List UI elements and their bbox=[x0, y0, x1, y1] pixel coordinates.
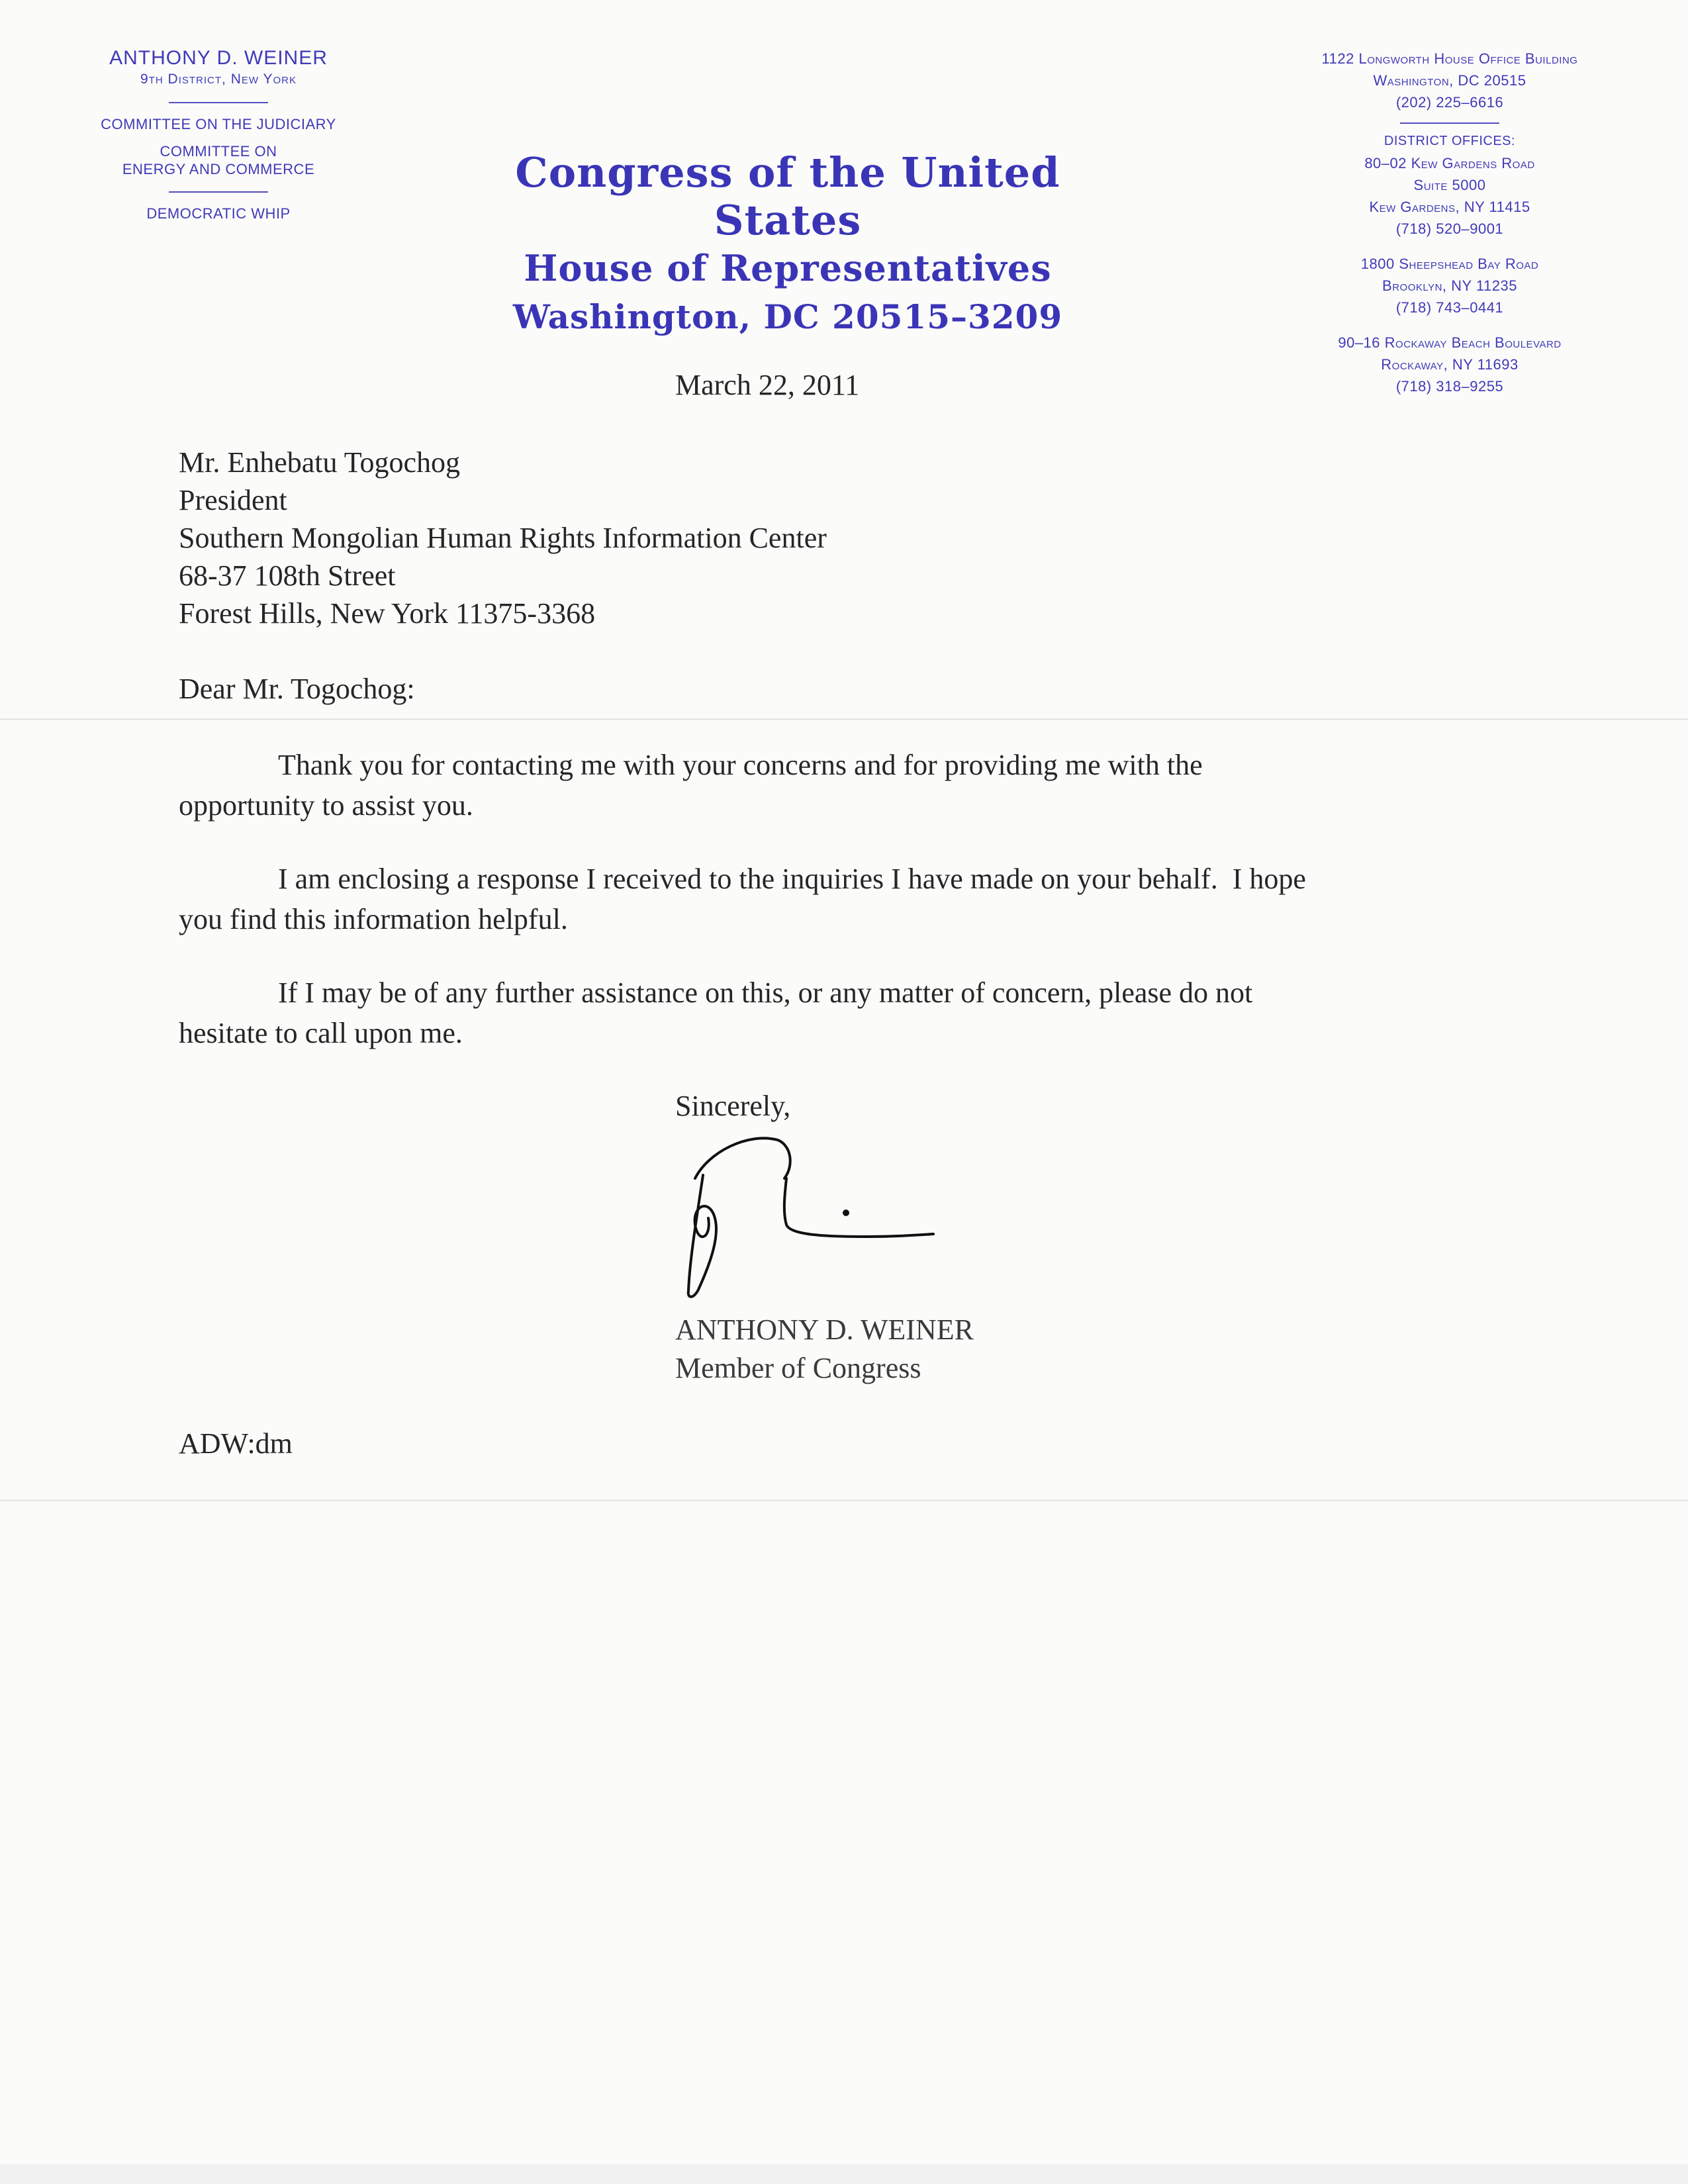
letter-date: March 22, 2011 bbox=[675, 369, 860, 401]
member-district: 9th District, New York bbox=[140, 71, 297, 87]
signer-block bbox=[675, 1311, 974, 1388]
member-name: ANTHONY D. WEINER bbox=[109, 47, 328, 69]
body-paragraph bbox=[179, 745, 1423, 826]
office-3-street: 90–16 Rockaway Beach Boulevard bbox=[1338, 334, 1562, 351]
office-3-phone: (718) 318–9255 bbox=[1395, 378, 1504, 395]
office-2-phone: (718) 743–0441 bbox=[1395, 299, 1504, 316]
office-1-street: 80–02 Kew Gardens Road bbox=[1364, 155, 1535, 171]
signer-name: ANTHONY D. WEINER bbox=[675, 1313, 974, 1346]
letterhead-city-zip: Washington, DC 20515–3209 bbox=[512, 297, 1063, 336]
paragraph-line: Thank you for contacting me with your concerns and for providing me with the bbox=[278, 749, 1203, 781]
office-1-city: Kew Gardens, NY 11415 bbox=[1369, 199, 1530, 215]
closing: Sincerely, bbox=[675, 1090, 791, 1122]
paragraph-line: I am enclosing a response I received to the inquiries I have made on your behalf. I hope bbox=[278, 863, 1306, 895]
recipient-city: Forest Hills, New York 11375-3368 bbox=[179, 597, 596, 630]
reference-initials: ADW:dm bbox=[179, 1427, 293, 1460]
paper-fold-line bbox=[0, 1499, 1688, 1501]
handwritten-signature bbox=[669, 1125, 947, 1311]
district-offices-heading: DISTRICT OFFICES: bbox=[1383, 134, 1516, 148]
letterhead-left bbox=[40, 46, 397, 222]
office-3-city: Rockaway, NY 11693 bbox=[1381, 356, 1519, 373]
office-2-street: 1800 Sheepshead Bay Road bbox=[1360, 256, 1539, 272]
paragraph-line: If I may be of any further assistance on this, or any matter of concern, please do not bbox=[278, 976, 1253, 1009]
paper-fold-line bbox=[0, 718, 1688, 720]
dc-office-city: Washington, DC 20515 bbox=[1373, 72, 1526, 89]
committee-energy-line1: COMMITTEE ON bbox=[160, 143, 277, 160]
paragraph-line: you find this information helpful. bbox=[179, 903, 568, 935]
recipient-name: Mr. Enhebatu Togochog bbox=[179, 446, 461, 479]
letterhead-center bbox=[457, 149, 1119, 342]
divider bbox=[1400, 122, 1499, 124]
recipient-street: 68-37 108th Street bbox=[179, 559, 396, 592]
letterhead-house: House of Representatives bbox=[524, 247, 1052, 289]
office-1-suite: Suite 5000 bbox=[1413, 177, 1486, 193]
office-2-city: Brooklyn, NY 11235 bbox=[1382, 277, 1517, 294]
recipient-address bbox=[179, 444, 827, 632]
scan-edge bbox=[0, 2164, 1688, 2184]
office-1-phone: (718) 520–9001 bbox=[1395, 220, 1504, 237]
salutation: Dear Mr. Togochog: bbox=[179, 673, 415, 705]
recipient-title: President bbox=[179, 484, 287, 516]
letterhead-right bbox=[1244, 48, 1655, 397]
body-paragraph bbox=[179, 859, 1423, 939]
committee-judiciary: COMMITTEE ON THE JUDICIARY bbox=[101, 116, 336, 132]
body-paragraph bbox=[179, 973, 1423, 1053]
divider bbox=[169, 102, 268, 103]
committee-energy-line2: ENERGY AND COMMERCE bbox=[122, 161, 315, 177]
democratic-whip-role: DEMOCRATIC WHIP bbox=[146, 205, 291, 222]
recipient-organization: Southern Mongolian Human Rights Information Center bbox=[179, 522, 827, 554]
letterhead-congress: Congress of the United States bbox=[515, 148, 1060, 244]
divider bbox=[169, 191, 268, 193]
dc-office-street: 1122 Longworth House Office Building bbox=[1321, 50, 1578, 67]
paragraph-line: hesitate to call upon me. bbox=[179, 1017, 463, 1049]
signer-title: Member of Congress bbox=[675, 1352, 921, 1384]
paragraph-line: opportunity to assist you. bbox=[179, 789, 473, 822]
dc-office-phone: (202) 225–6616 bbox=[1395, 94, 1504, 111]
